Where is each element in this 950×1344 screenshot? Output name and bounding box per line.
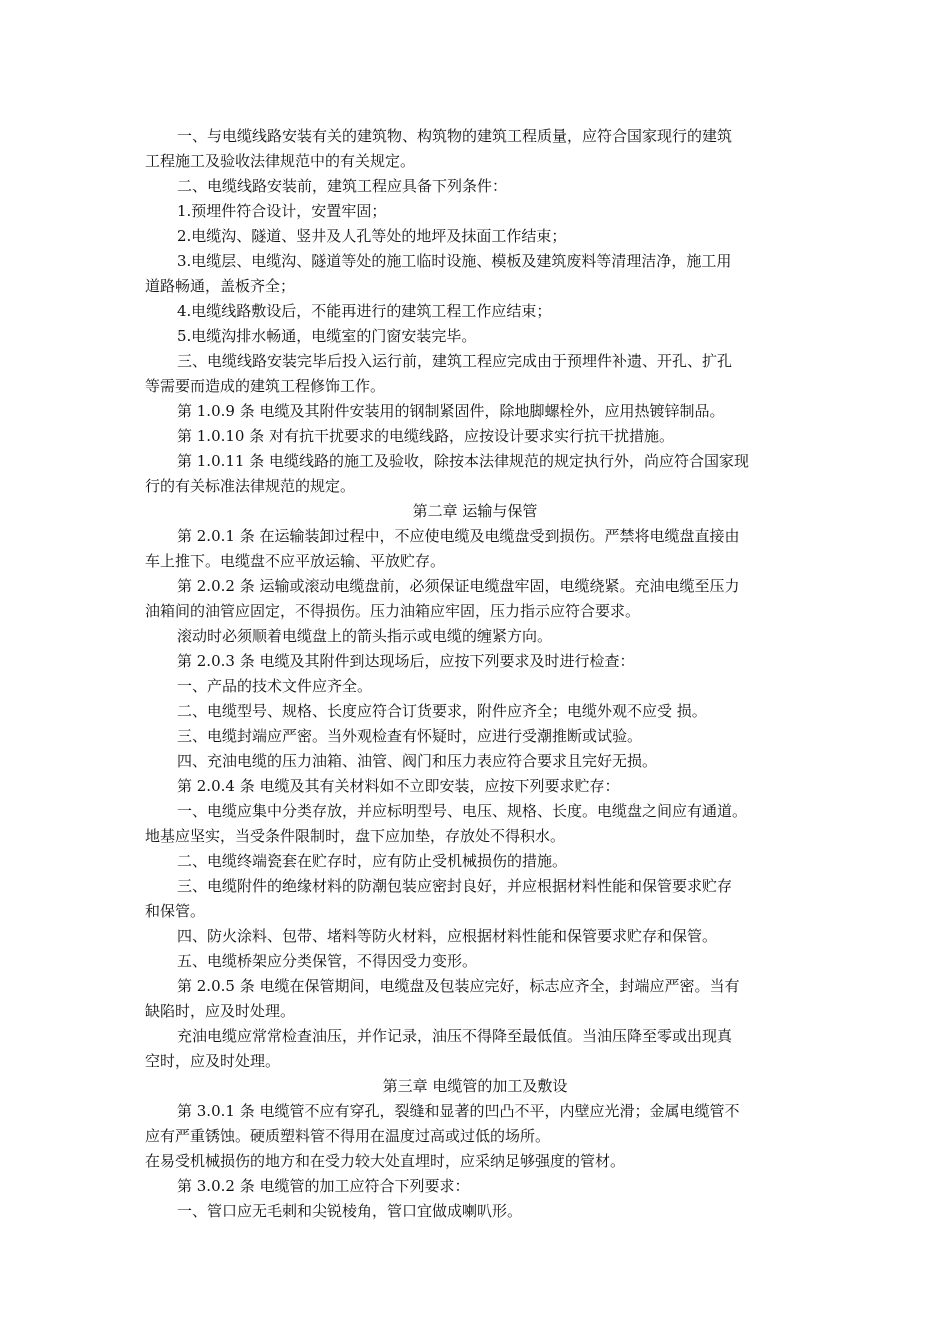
paragraph-line: 和保管。 (145, 902, 206, 920)
article-clause: 第 2.0.2 条 运输或滚动电缆盘前，必须保证电缆盘牢固，电缆绕紧。充油电缆至压力 (177, 577, 740, 595)
paragraph-line: 车上推下。电缆盘不应平放运输、平放贮存。 (145, 552, 446, 570)
paragraph-line: 缺陷时，应及时处理。 (145, 1002, 296, 1020)
article-clause: 第 3.0.2 条 电缆管的加工应符合下列要求： (177, 1177, 470, 1195)
list-item: 3.电缆层、电缆沟、隧道等处的施工临时设施、模板及建筑废料等清理洁净，施工用 (177, 252, 732, 270)
article-clause: 第 1.0.9 条 电缆及其附件安装用的钢制紧固件，除地脚螺栓外，应用热镀锌制品。 (177, 402, 725, 420)
paragraph-line: 油箱间的油管应固定，不得损伤。压力油箱应牢固，压力指示应符合要求。 (145, 602, 641, 620)
paragraph-line: 地基应坚实，当受条件限制时，盘下应加垫，存放处不得积水。 (145, 827, 566, 845)
article-clause: 第 2.0.5 条 电缆在保管期间，电缆盘及包装应完好，标志应齐全，封端应严密。当有 (177, 977, 740, 995)
list-item: 1.预埋件符合设计，安置牢固； (177, 202, 387, 220)
paragraph-line: 滚动时必须顺着电缆盘上的箭头指示或电缆的缠紧方向。 (177, 627, 553, 645)
article-clause: 第 1.0.11 条 电缆线路的施工及验收，除按本法律规范的规定执行外，尚应符合国家现 (177, 452, 750, 470)
list-item: 2.电缆沟、隧道、竖井及人孔等处的地坪及抹面工作结束； (177, 227, 567, 245)
paragraph-line: 一、与电缆线路安装有关的建筑物、构筑物的建筑工程质量，应符合国家现行的建筑 (177, 127, 733, 145)
list-item: 一、电缆应集中分类存放，并应标明型号、电压、规格、长度。电缆盘之间应有通道。 (177, 802, 748, 820)
list-item: 四、防火涂料、包带、堵料等防火材料，应根据材料性能和保管要求贮存和保管。 (177, 927, 718, 945)
chapter-heading: 第三章 电缆管的加工及敷设 (382, 1077, 568, 1095)
list-item: 三、电缆附件的绝缘材料的防潮包装应密封良好，并应根据材料性能和保管要求贮存 (177, 877, 733, 895)
article-clause: 第 3.0.1 条 电缆管不应有穿孔，裂缝和显著的凹凸不平，内壁应光滑；金属电缆管不 (177, 1102, 740, 1120)
paragraph-line: 行的有关标准法律规范的规定。 (145, 477, 356, 495)
list-item: 四、充油电缆的压力油箱、油管、阀门和压力表应符合要求且完好无损。 (177, 752, 658, 770)
paragraph-line: 三、电缆线路安装完毕后投入运行前，建筑工程应完成由于预埋件补遗、开孔、扩孔 (177, 352, 733, 370)
article-clause: 第 2.0.4 条 电缆及其有关材料如不立即安装，应按下列要求贮存： (177, 777, 620, 795)
paragraph-line: 应有严重锈蚀。硬质塑料管不得用在温度过高或过低的场所。 (145, 1127, 551, 1145)
list-item: 一、管口应无毛刺和尖锐棱角，管口宜做成喇叭形。 (177, 1202, 523, 1220)
paragraph-line: 二、电缆线路安装前，建筑工程应具备下列条件： (177, 177, 508, 195)
chapter-heading: 第二章 运输与保管 (412, 502, 538, 520)
article-clause: 第 2.0.3 条 电缆及其附件到达现场后，应按下列要求及时进行检查： (177, 652, 635, 670)
list-item: 4.电缆线路敷设后，不能再进行的建筑工程工作应结束； (177, 302, 552, 320)
paragraph-line: 充油电缆应常常检查油压，并作记录，油压不得降至最低值。当油压降至零或出现真 (177, 1027, 733, 1045)
article-clause: 第 2.0.1 条 在运输装卸过程中，不应使电缆及电缆盘受到损伤。严禁将电缆盘直接由 (177, 527, 740, 545)
paragraph-line: 工程施工及验收法律规范中的有关规定。 (145, 152, 416, 170)
list-item: 5.电缆沟排水畅通，电缆室的门窗安装完毕。 (177, 327, 477, 345)
list-item: 五、电缆桥架应分类保管，不得因受力变形。 (177, 952, 478, 970)
paragraph-line: 空时，应及时处理。 (145, 1052, 281, 1070)
list-item: 二、电缆型号、规格、长度应符合订货要求，附件应齐全；电缆外观不应受 损。 (177, 702, 707, 720)
list-item: 一、产品的技术文件应齐全。 (177, 677, 373, 695)
list-item: 三、电缆封端应严密。当外观检查有怀疑时，应进行受潮推断或试验。 (177, 727, 643, 745)
paragraph-line: 等需要而造成的建筑工程修饰工作。 (145, 377, 386, 395)
list-item: 二、电缆终端瓷套在贮存时，应有防止受机械损伤的措施。 (177, 852, 568, 870)
paragraph-line: 在易受机械损伤的地方和在受力较大处直埋时，应采纳足够强度的管材。 (145, 1152, 626, 1170)
paragraph-line: 道路畅通，盖板齐全； (145, 277, 296, 295)
article-clause: 第 1.0.10 条 对有抗干扰要求的电缆线路，应按设计要求实行抗干扰措施。 (177, 427, 675, 445)
